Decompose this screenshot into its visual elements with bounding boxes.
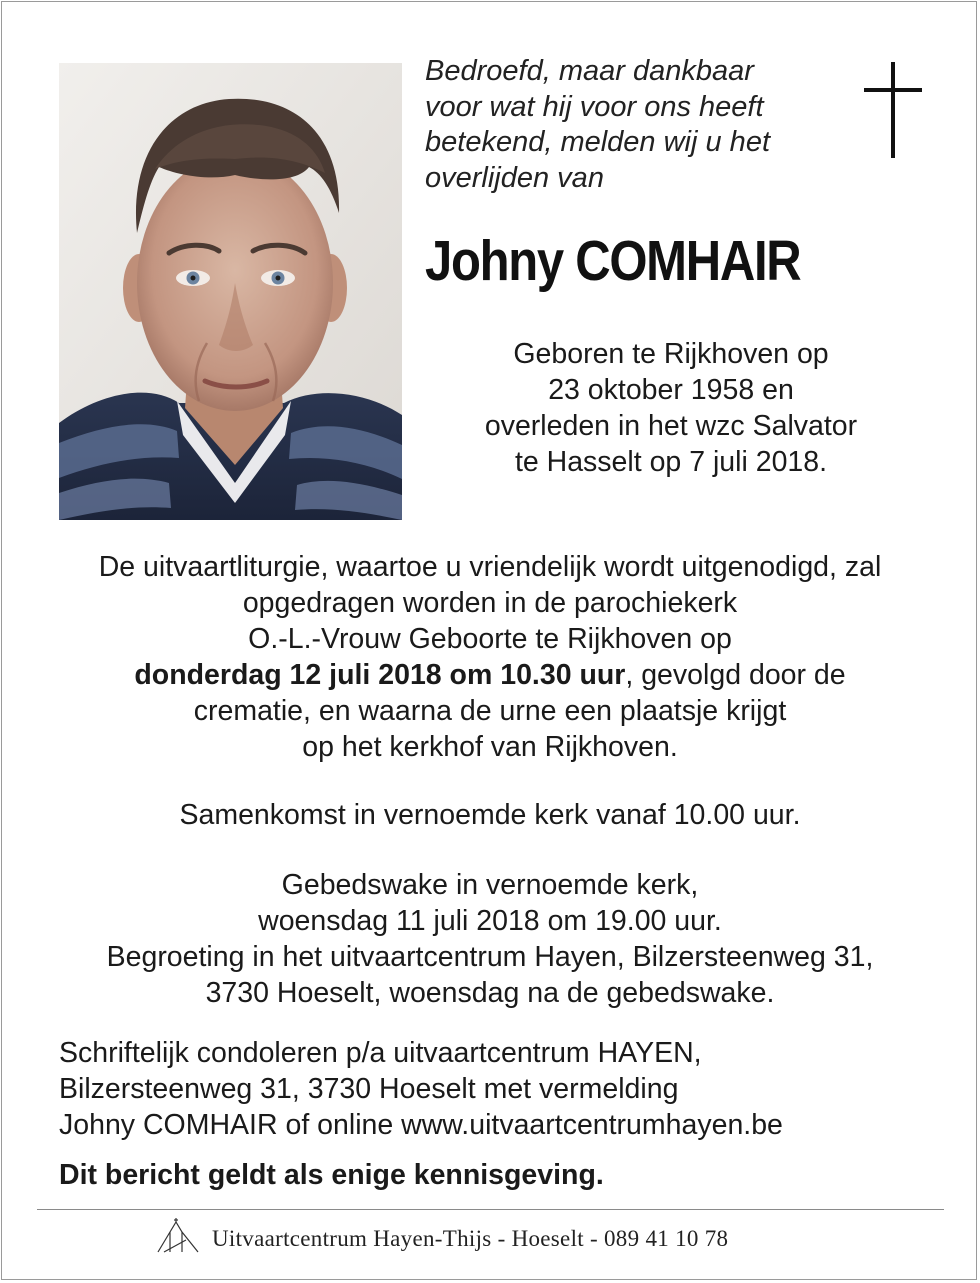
deceased-name: Johny COMHAIR	[425, 229, 801, 293]
birth-line: Geboren te Rijkhoven op	[513, 338, 829, 370]
wake-line: 3730 Hoeselt, woensdag na de gebedswake.	[205, 977, 775, 1009]
footer-contact: Uitvaartcentrum Hayen-Thijs - Hoeselt - 089 41 10 78	[212, 1226, 729, 1251]
condole-line: Bilzersteenweg 31, 3730 Hoeselt met vermelding	[59, 1073, 679, 1105]
liturgy-line-rest: , gevolgd door de	[625, 659, 846, 691]
liturgy-date-line	[30, 657, 950, 693]
liturgy-line: opgedragen worden in de parochiekerk	[242, 587, 738, 619]
portrait-photo	[59, 63, 402, 520]
liturgy-date: donderdag 12 juli 2018 om 10.30 uur	[134, 659, 626, 691]
wake-line: Gebedswake in vernoemde kerk,	[281, 869, 699, 901]
liturgy-paragraph	[30, 549, 950, 765]
condole-line: Schriftelijk condoleren p/a uitvaartcentrum HAYEN,	[59, 1037, 702, 1069]
intro-line: voor wat hij voor ons heeft	[425, 90, 764, 123]
liturgy-line: crematie, en waarna de urne een plaatsje krijgt	[193, 695, 787, 727]
liturgy-line: op het kerkhof van Rijkhoven.	[302, 731, 678, 763]
gathering-info: Samenkomst in vernoemde kerk vanaf 10.00 uur.	[179, 799, 801, 831]
condole-line: Johny COMHAIR of online www.uitvaartcentrumhayen.be	[59, 1109, 783, 1141]
birth-line: overleden in het wzc Salvator	[484, 410, 858, 442]
intro-line: overlijden van	[425, 161, 604, 194]
liturgy-line: O.-L.-Vrouw Geboorte te Rijkhoven op	[248, 623, 732, 655]
cross-icon	[864, 62, 922, 158]
intro-line: Bedroefd, maar dankbaar	[425, 55, 754, 87]
birth-death-info	[440, 336, 902, 480]
portrait-illustration	[59, 63, 402, 520]
wake-line: woensdag 11 juli 2018 om 19.00 uur.	[258, 905, 722, 937]
birth-line: te Hasselt op 7 juli 2018.	[514, 446, 828, 478]
church-logo-icon	[156, 1218, 200, 1254]
wake-info	[30, 867, 950, 1011]
intro-line: betekend, melden wij u het	[425, 126, 770, 158]
intro-text	[425, 54, 845, 196]
footer-divider	[37, 1209, 944, 1210]
birth-line: 23 oktober 1958 en	[548, 374, 794, 406]
notice-statement: Dit bericht geldt als enige kennisgeving.	[59, 1159, 604, 1191]
condolences-info	[59, 1035, 939, 1143]
wake-line: Begroeting in het uitvaartcentrum Hayen, Bilzersteenweg 31,	[106, 941, 874, 973]
liturgy-line: De uitvaartliturgie, waartoe u vriendelijk wordt uitgenodigd, zal	[98, 551, 882, 583]
